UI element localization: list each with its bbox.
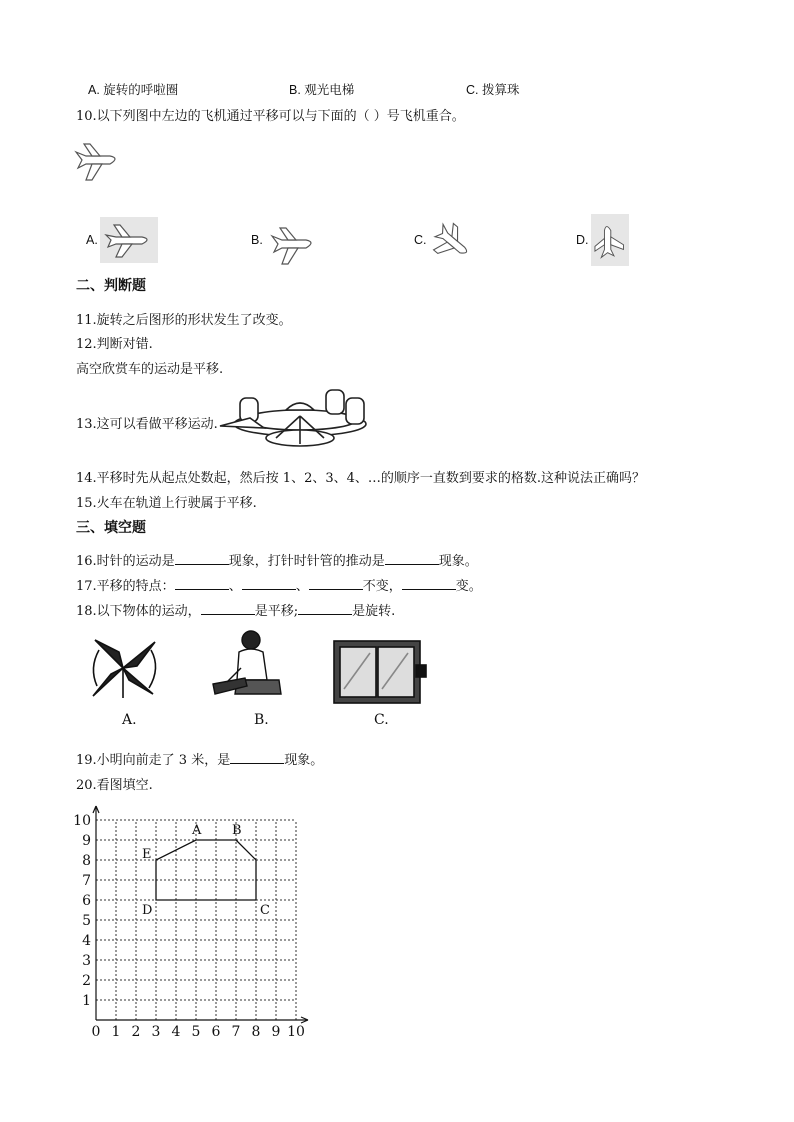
y-tick-label: 8 <box>82 853 91 869</box>
polygon-shape <box>156 840 256 900</box>
y-tick-label: 6 <box>82 893 91 909</box>
section-title-fill-in: 三、填空题 <box>76 520 146 536</box>
q18-label-c: C. <box>374 712 389 728</box>
coordinate-grid-chart <box>70 800 320 1045</box>
section-title-judgement: 二、判断题 <box>76 278 146 294</box>
q18-label-a: A. <box>122 712 137 728</box>
airplane-icon <box>100 217 158 263</box>
x-tick-label: 0 <box>91 1024 101 1040</box>
q10-text: 10.以下列图中左边的飞机通过平移可以与下面的（ ）号飞机重合。 <box>76 109 465 124</box>
child-image <box>205 628 295 702</box>
y-tick-label: 9 <box>82 833 91 849</box>
airplane-icon <box>74 142 122 184</box>
q18-text <box>76 600 395 619</box>
answer-blank[interactable] <box>298 602 352 615</box>
q17-part3: 变。 <box>455 579 482 594</box>
answer-blank[interactable] <box>201 602 255 615</box>
x-tick-label: 7 <box>231 1024 241 1040</box>
q9-option-b: B. 观光电梯 <box>289 83 355 97</box>
x-tick-label: 8 <box>251 1024 261 1040</box>
q18-part1: 18.以下物体的运动， <box>76 604 201 619</box>
q10-option-c: C. <box>414 233 427 247</box>
q14-text: 14.平移时先从起点处数起，然后按 1、2、3、4、…的顺序一直数到要求的格数.这种说法正确吗？ <box>76 471 646 486</box>
q16-part2: 现象，打针时针管的推动是 <box>228 554 385 569</box>
airplane-icon <box>430 222 474 268</box>
y-tick-label: 4 <box>82 933 91 949</box>
q18-part2: 是平移; <box>254 604 299 619</box>
q12-text: 12.判断对错. <box>76 337 153 352</box>
y-tick-label: 7 <box>82 873 91 889</box>
point-label-e: E <box>142 847 152 862</box>
q20-text: 20.看图填空. <box>76 778 153 793</box>
answer-blank[interactable] <box>175 552 229 565</box>
x-tick-label: 3 <box>151 1024 161 1040</box>
answer-blank[interactable] <box>385 552 439 565</box>
x-tick-label: 2 <box>131 1024 141 1040</box>
answer-blank[interactable] <box>402 577 456 590</box>
q17-text <box>76 575 482 594</box>
y-tick-label: 5 <box>82 913 91 929</box>
q13-text: 13.这可以看做平移运动. <box>76 417 218 432</box>
q10-option-b: B. <box>251 233 263 247</box>
answer-blank[interactable] <box>309 577 363 590</box>
airplane-icon <box>591 214 629 266</box>
y-tick-label: 1 <box>82 993 91 1009</box>
x-tick-label: 4 <box>171 1024 181 1040</box>
q9-option-c: C. 拨算珠 <box>466 83 520 97</box>
option-d-image <box>591 214 629 266</box>
answer-blank[interactable] <box>175 577 229 590</box>
q18-figure <box>75 628 433 736</box>
q19-text <box>76 749 323 768</box>
q15-text: 15.火车在轨道上行驶属于平移. <box>76 496 257 511</box>
q17-sep1: 、 <box>228 579 242 594</box>
q19-part2: 现象。 <box>284 753 324 768</box>
q17-sep2: 、 <box>295 579 309 594</box>
x-tick-label: 9 <box>271 1024 281 1040</box>
q17-part2: 不变， <box>362 579 402 594</box>
window-image <box>332 639 428 705</box>
q12-statement: 高空欣赏车的运动是平移. <box>76 362 224 377</box>
q11-text: 11.旋转之后图形的形状发生了改变。 <box>76 313 292 328</box>
x-tick-label: 1 <box>111 1024 121 1040</box>
point-label-c: C <box>260 903 270 918</box>
point-label-b: B <box>232 823 242 838</box>
airplane-icon <box>270 226 318 268</box>
q16-part3: 现象。 <box>438 554 478 569</box>
q19-part1: 19.小明向前走了 3 米，是 <box>76 753 231 768</box>
y-tick-label: 10 <box>73 813 91 829</box>
x-tick-label: 10 <box>287 1024 305 1040</box>
q18-part3: 是旋转. <box>352 604 396 619</box>
answer-blank[interactable] <box>242 577 296 590</box>
y-tick-label: 3 <box>82 953 91 969</box>
y-tick-label: 2 <box>82 973 91 989</box>
q16-part1: 16.时针的运动是 <box>76 554 175 569</box>
q16-text <box>76 550 478 569</box>
q10-option-d: D. <box>576 233 589 247</box>
q10-option-a: A. <box>86 233 98 247</box>
ride-carousel-image <box>216 388 374 450</box>
q18-label-b: B. <box>254 712 269 728</box>
x-tick-label: 5 <box>191 1024 201 1040</box>
x-tick-label: 6 <box>211 1024 221 1040</box>
q17-part1: 17.平移的特点： <box>76 579 175 594</box>
answer-blank[interactable] <box>230 751 284 764</box>
option-a-image <box>100 217 158 263</box>
point-label-a: A <box>192 823 202 838</box>
q9-option-a: A. 旋转的呼啦圈 <box>88 83 179 97</box>
point-label-d: D <box>142 903 153 918</box>
